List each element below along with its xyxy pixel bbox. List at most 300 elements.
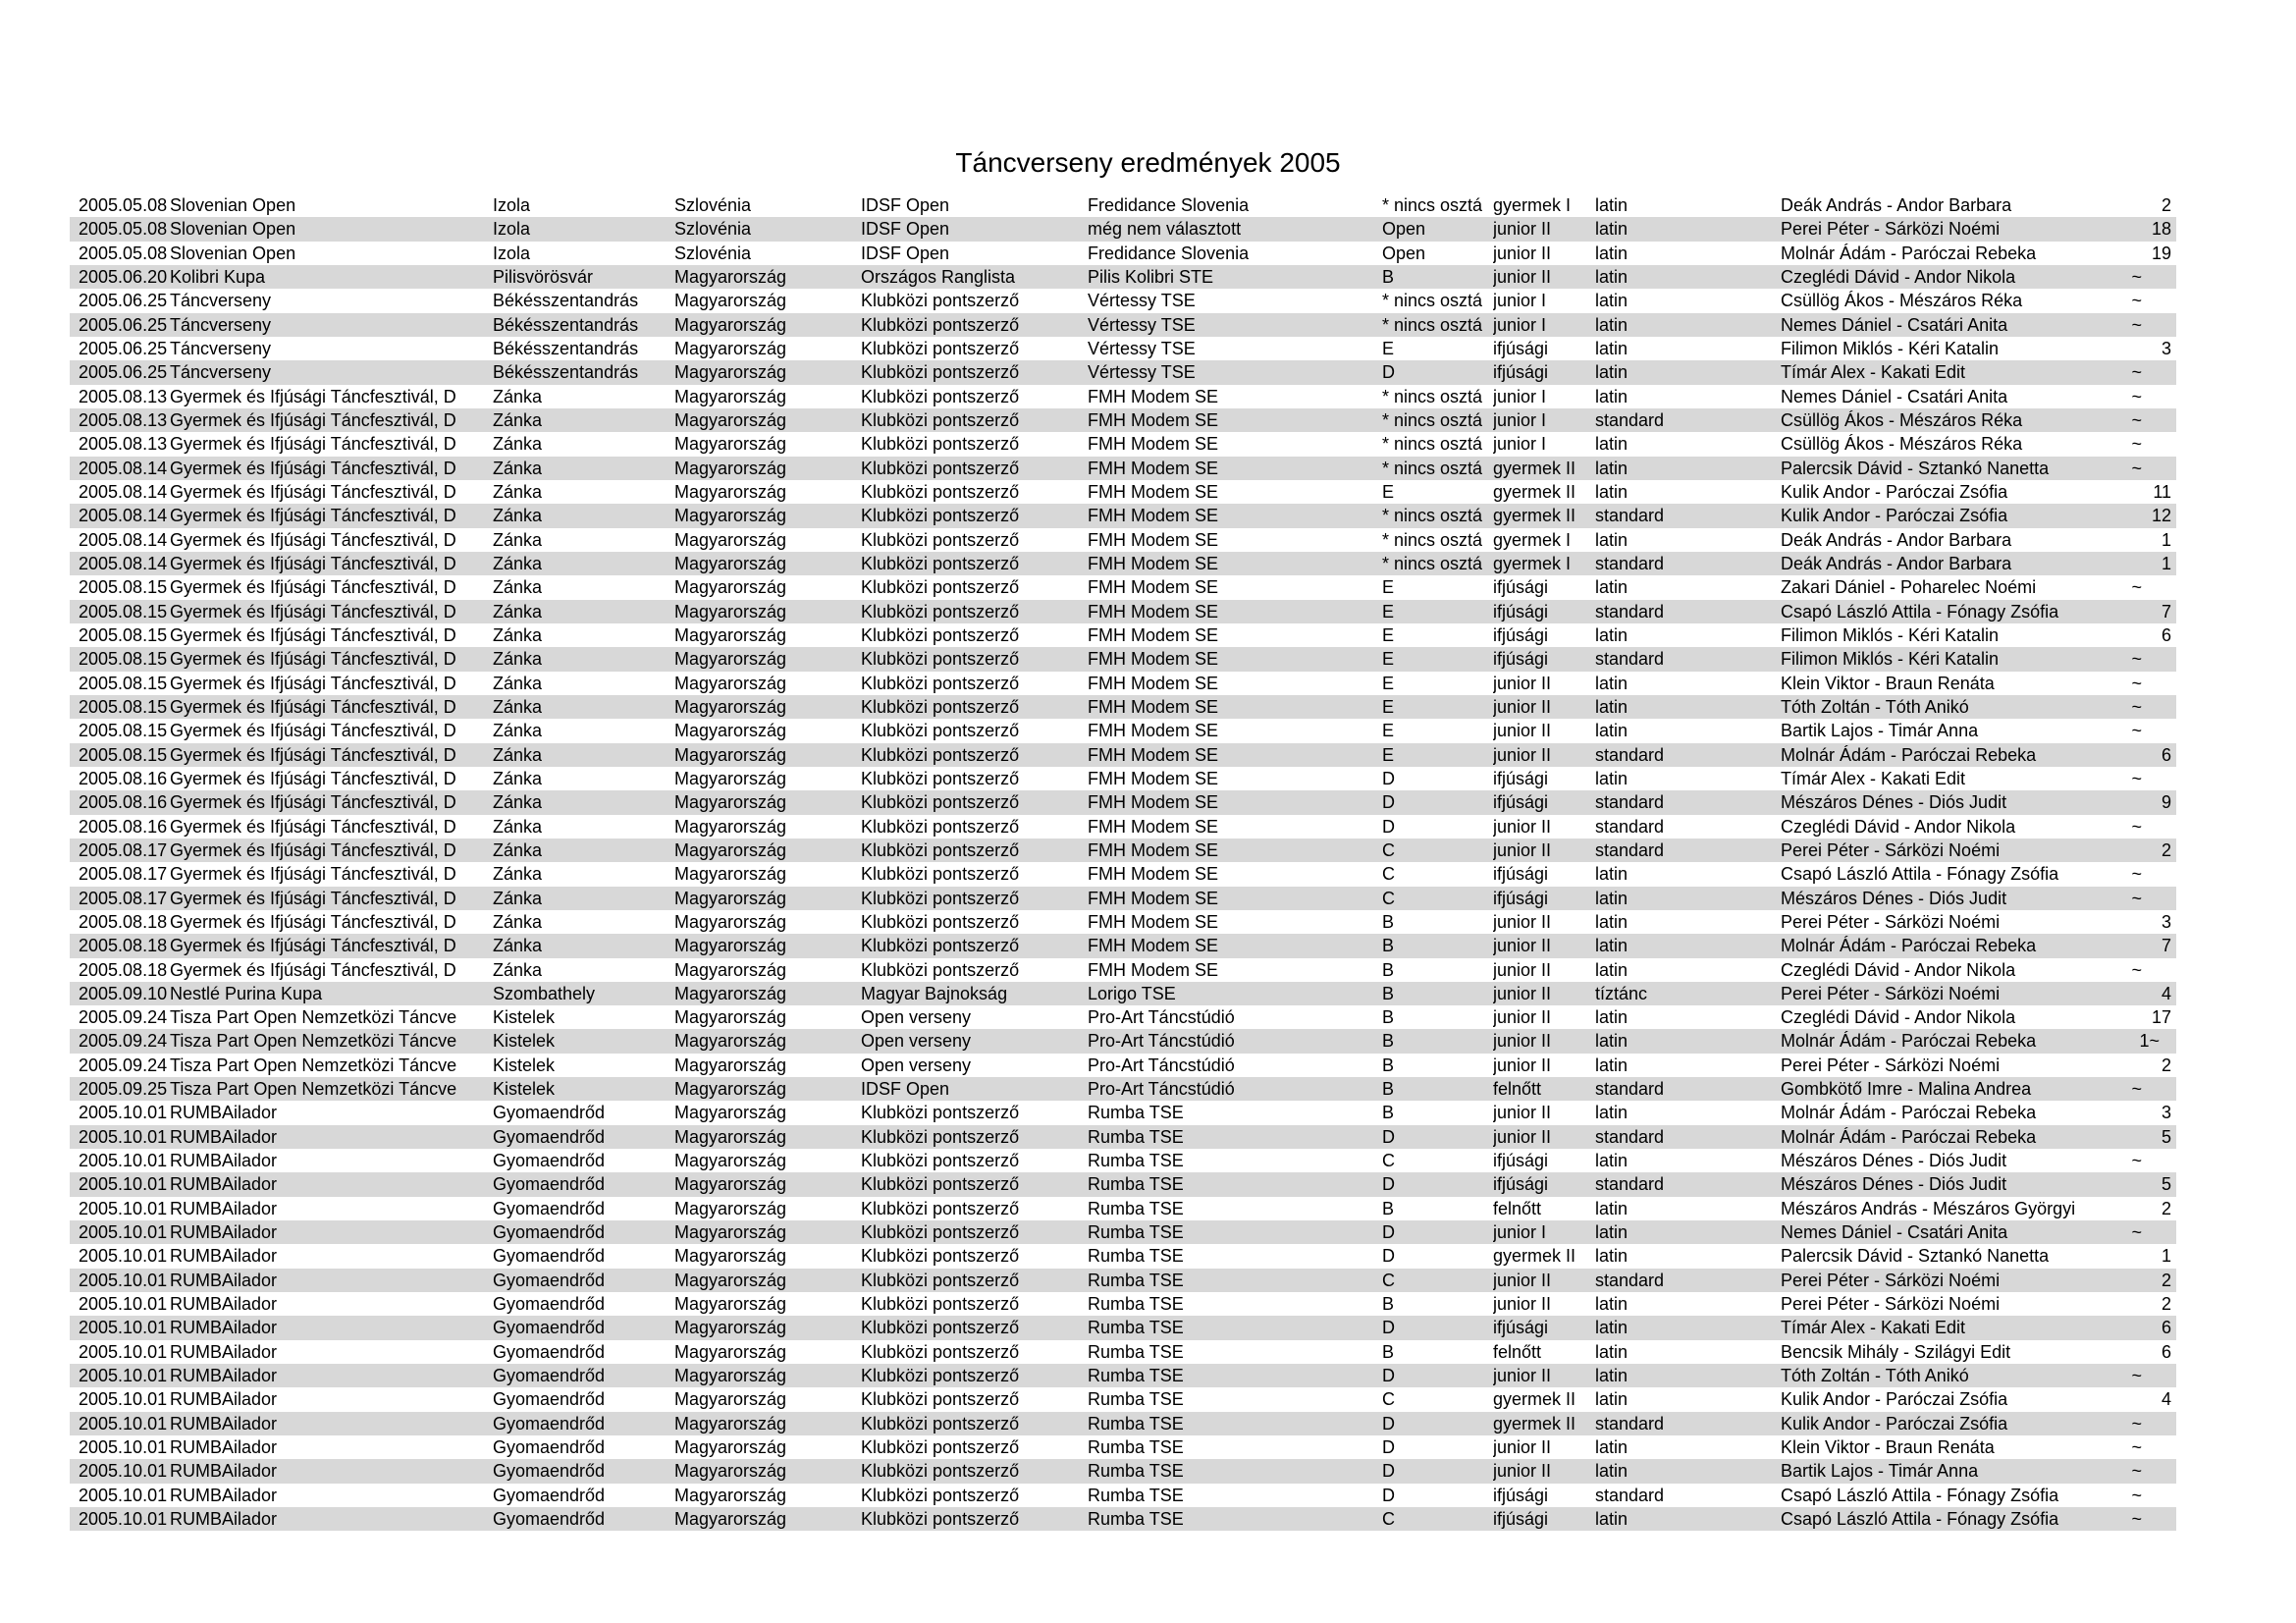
age-group-cell: ifjúsági <box>1493 1509 1549 1530</box>
age-group-cell: gyermek I <box>1493 553 1572 573</box>
age-group-cell: ifjúsági <box>1493 1485 1549 1505</box>
competition-type-cell: Klubközi pontszerző <box>861 409 1020 430</box>
organizer-cell: FMH Modem SE <box>1088 553 1219 573</box>
date-cell: 2005.10.01 <box>79 1341 168 1362</box>
competition-type-cell: Open verseny <box>861 1055 972 1075</box>
style-cell: latin <box>1595 481 1629 502</box>
age-group-cell: junior II <box>1493 1007 1552 1028</box>
placement-cell: ~ <box>2131 291 2142 311</box>
age-group-cell: junior I <box>1493 434 1547 455</box>
city-cell: Gyomaendrőd <box>493 1389 606 1410</box>
organizer-cell: FMH Modem SE <box>1088 601 1219 622</box>
competition-type-cell: Klubközi pontszerző <box>861 1341 1020 1362</box>
class-cell: * nincs osztá <box>1382 314 1483 335</box>
age-group-cell: junior I <box>1493 291 1547 311</box>
event-name-cell: Gyermek és Ifjúsági Táncfesztivál, D <box>170 529 456 550</box>
competition-type-cell: Klubközi pontszerző <box>861 816 1020 837</box>
table-row <box>70 672 2176 695</box>
organizer-cell: Pro-Art Táncstúdió <box>1088 1007 1235 1028</box>
organizer-cell: FMH Modem SE <box>1088 409 1219 430</box>
style-cell: latin <box>1595 673 1629 693</box>
organizer-cell: Rumba TSE <box>1088 1246 1184 1267</box>
date-cell: 2005.08.13 <box>79 409 168 430</box>
age-group-cell: junior II <box>1493 1437 1552 1458</box>
age-group-cell: junior II <box>1493 721 1552 741</box>
date-cell: 2005.08.16 <box>79 768 168 788</box>
event-name-cell: Gyermek és Ifjúsági Táncfesztivál, D <box>170 481 456 502</box>
competition-type-cell: Klubközi pontszerző <box>861 1318 1020 1338</box>
class-cell: B <box>1382 959 1395 980</box>
event-name-cell: RUMBAilador <box>170 1509 278 1530</box>
country-cell: Magyarország <box>674 481 787 502</box>
style-cell: standard <box>1595 1079 1665 1100</box>
placement-cell: 1 <box>2161 553 2171 573</box>
competition-type-cell: Klubközi pontszerző <box>861 553 1020 573</box>
couple-cell: Molnár Ádám - Paróczai Rebeka <box>1781 744 2037 765</box>
event-name-cell: Táncverseny <box>170 314 272 335</box>
age-group-cell: junior II <box>1493 1126 1552 1147</box>
organizer-cell: Rumba TSE <box>1088 1174 1184 1195</box>
date-cell: 2005.05.08 <box>79 219 168 240</box>
city-cell: Zánka <box>493 481 543 502</box>
age-group-cell: ifjúsági <box>1493 362 1549 383</box>
placement-cell: ~ <box>2131 1151 2142 1171</box>
date-cell: 2005.09.24 <box>79 1055 168 1075</box>
competition-type-cell: Klubközi pontszerző <box>861 1198 1020 1218</box>
age-group-cell: junior II <box>1493 959 1552 980</box>
event-name-cell: Gyermek és Ifjúsági Táncfesztivál, D <box>170 673 456 693</box>
placement-cell: 3 <box>2161 911 2171 932</box>
competition-type-cell: Klubközi pontszerző <box>861 577 1020 598</box>
style-cell: latin <box>1595 936 1629 956</box>
table-row <box>70 1149 2176 1172</box>
country-cell: Magyarország <box>674 1103 787 1123</box>
placement-cell: 5 <box>2161 1126 2171 1147</box>
class-cell: Open <box>1382 243 1426 263</box>
table-row <box>70 1077 2176 1101</box>
city-cell: Izola <box>493 243 531 263</box>
table-row <box>70 600 2176 623</box>
class-cell: C <box>1382 1270 1395 1290</box>
event-name-cell: Táncverseny <box>170 291 272 311</box>
style-cell: latin <box>1595 959 1629 980</box>
age-group-cell: gyermek II <box>1493 1413 1576 1434</box>
country-cell: Magyarország <box>674 386 787 406</box>
organizer-cell: Fredidance Slovenia <box>1088 195 1250 215</box>
city-cell: Zánka <box>493 409 543 430</box>
couple-cell: Kulik Andor - Paróczai Zsófia <box>1781 1389 2008 1410</box>
event-name-cell: Gyermek és Ifjúsági Táncfesztivál, D <box>170 768 456 788</box>
class-cell: E <box>1382 744 1395 765</box>
couple-cell: Kulik Andor - Paróczai Zsófia <box>1781 1413 2008 1434</box>
country-cell: Magyarország <box>674 409 787 430</box>
organizer-cell: Pro-Art Táncstúdió <box>1088 1055 1235 1075</box>
placement-cell: ~ <box>2131 816 2142 837</box>
couple-cell: Deák András - Andor Barbara <box>1781 195 2012 215</box>
class-cell: D <box>1382 768 1395 788</box>
style-cell: latin <box>1595 219 1629 240</box>
class-cell: D <box>1382 792 1395 813</box>
competition-type-cell: Klubközi pontszerző <box>861 481 1020 502</box>
style-cell: latin <box>1595 291 1629 311</box>
class-cell: * nincs osztá <box>1382 409 1483 430</box>
country-cell: Magyarország <box>674 1246 787 1267</box>
event-name-cell: Gyermek és Ifjúsági Táncfesztivál, D <box>170 434 456 455</box>
date-cell: 2005.10.01 <box>79 1485 168 1505</box>
couple-cell: Mészáros Dénes - Diós Judit <box>1781 888 2007 908</box>
couple-cell: Perei Péter - Sárközi Noémi <box>1781 1055 2001 1075</box>
country-cell: Magyarország <box>674 362 787 383</box>
age-group-cell: ifjúsági <box>1493 1174 1549 1195</box>
table-row <box>70 242 2176 265</box>
organizer-cell: FMH Modem SE <box>1088 481 1219 502</box>
city-cell: Gyomaendrőd <box>493 1246 606 1267</box>
date-cell: 2005.10.01 <box>79 1198 168 1218</box>
competition-type-cell: Klubközi pontszerző <box>861 601 1020 622</box>
age-group-cell: ifjúsági <box>1493 792 1549 813</box>
couple-cell: Csüllög Ákos - Mészáros Réka <box>1781 291 2023 311</box>
city-cell: Békésszentandrás <box>493 314 639 335</box>
class-cell: D <box>1382 1461 1395 1482</box>
city-cell: Zánka <box>493 506 543 526</box>
placement-cell: 9 <box>2161 792 2171 813</box>
city-cell: Zánka <box>493 888 543 908</box>
table-row <box>70 457 2176 480</box>
style-cell: standard <box>1595 409 1665 430</box>
class-cell: B <box>1382 1055 1395 1075</box>
age-group-cell: ifjúsági <box>1493 624 1549 645</box>
table-row <box>70 1269 2176 1292</box>
organizer-cell: Rumba TSE <box>1088 1485 1184 1505</box>
table-row <box>70 289 2176 312</box>
table-row <box>70 1197 2176 1220</box>
style-cell: standard <box>1595 1485 1665 1505</box>
results-table <box>70 193 2176 1531</box>
placement-cell: ~ <box>2131 458 2142 478</box>
date-cell: 2005.06.25 <box>79 362 168 383</box>
class-cell: B <box>1382 266 1395 287</box>
age-group-cell: junior II <box>1493 1366 1552 1386</box>
organizer-cell: FMH Modem SE <box>1088 529 1219 550</box>
placement-cell: ~ <box>2131 959 2142 980</box>
competition-type-cell: Klubközi pontszerző <box>861 529 1020 550</box>
age-group-cell: ifjúsági <box>1493 649 1549 670</box>
style-cell: latin <box>1595 1151 1629 1171</box>
country-cell: Magyarország <box>674 792 787 813</box>
couple-cell: Molnár Ádám - Paróczai Rebeka <box>1781 1103 2037 1123</box>
event-name-cell: Tisza Part Open Nemzetközi Táncve <box>170 1031 457 1052</box>
age-group-cell: junior I <box>1493 386 1547 406</box>
table-row <box>70 1387 2176 1411</box>
age-group-cell: ifjúsági <box>1493 864 1549 885</box>
placement-cell: 6 <box>2161 1318 2171 1338</box>
table-row <box>70 1292 2176 1316</box>
event-name-cell: Tisza Part Open Nemzetközi Táncve <box>170 1007 457 1028</box>
age-group-cell: junior II <box>1493 1294 1552 1315</box>
age-group-cell: ifjúsági <box>1493 1151 1549 1171</box>
event-name-cell: RUMBAilador <box>170 1103 278 1123</box>
competition-type-cell: Klubközi pontszerző <box>861 744 1020 765</box>
placement-cell: 5 <box>2161 1174 2171 1195</box>
organizer-cell: FMH Modem SE <box>1088 673 1219 693</box>
event-name-cell: Gyermek és Ifjúsági Táncfesztivál, D <box>170 744 456 765</box>
age-group-cell: gyermek I <box>1493 529 1572 550</box>
organizer-cell: FMH Modem SE <box>1088 624 1219 645</box>
placement-cell: ~ <box>2131 768 2142 788</box>
organizer-cell: Rumba TSE <box>1088 1222 1184 1243</box>
class-cell: C <box>1382 1389 1395 1410</box>
style-cell: latin <box>1595 266 1629 287</box>
country-cell: Magyarország <box>674 864 787 885</box>
couple-cell: Csüllög Ákos - Mészáros Réka <box>1781 409 2023 430</box>
organizer-cell: FMH Modem SE <box>1088 506 1219 526</box>
event-name-cell: RUMBAilador <box>170 1294 278 1315</box>
event-name-cell: Gyermek és Ifjúsági Táncfesztivál, D <box>170 888 456 908</box>
table-row <box>70 552 2176 575</box>
couple-cell: Perei Péter - Sárközi Noémi <box>1781 1294 2001 1315</box>
event-name-cell: Gyermek és Ifjúsági Táncfesztivál, D <box>170 409 456 430</box>
style-cell: standard <box>1595 744 1665 765</box>
event-name-cell: RUMBAilador <box>170 1270 278 1290</box>
organizer-cell: Vértessy TSE <box>1088 291 1196 311</box>
competition-type-cell: Klubközi pontszerző <box>861 1270 1020 1290</box>
class-cell: B <box>1382 1294 1395 1315</box>
city-cell: Gyomaendrőd <box>493 1366 606 1386</box>
city-cell: Zánka <box>493 792 543 813</box>
table-row <box>70 504 2176 527</box>
organizer-cell: FMH Modem SE <box>1088 721 1219 741</box>
class-cell: * nincs osztá <box>1382 291 1483 311</box>
couple-cell: Molnár Ádám - Paróczai Rebeka <box>1781 1126 2037 1147</box>
date-cell: 2005.08.17 <box>79 888 168 908</box>
age-group-cell: junior II <box>1493 1103 1552 1123</box>
event-name-cell: Gyermek és Ifjúsági Táncfesztivál, D <box>170 959 456 980</box>
competition-type-cell: IDSF Open <box>861 219 950 240</box>
city-cell: Gyomaendrőd <box>493 1509 606 1530</box>
class-cell: B <box>1382 1031 1395 1052</box>
couple-cell: Palercsik Dávid - Sztankó Nanetta <box>1781 458 2050 478</box>
placement-cell: ~ <box>2131 409 2142 430</box>
event-name-cell: RUMBAilador <box>170 1389 278 1410</box>
city-cell: Gyomaendrőd <box>493 1222 606 1243</box>
event-name-cell: Gyermek és Ifjúsági Táncfesztivál, D <box>170 577 456 598</box>
competition-type-cell: Klubközi pontszerző <box>861 839 1020 860</box>
class-cell: C <box>1382 839 1395 860</box>
class-cell: E <box>1382 673 1395 693</box>
event-name-cell: Táncverseny <box>170 362 272 383</box>
date-cell: 2005.08.16 <box>79 816 168 837</box>
table-row <box>70 647 2176 671</box>
event-name-cell: Gyermek és Ifjúsági Táncfesztivál, D <box>170 696 456 717</box>
city-cell: Zánka <box>493 386 543 406</box>
date-cell: 2005.08.13 <box>79 386 168 406</box>
date-cell: 2005.09.24 <box>79 1007 168 1028</box>
placement-cell: 4 <box>2161 1389 2171 1410</box>
country-cell: Magyarország <box>674 1437 787 1458</box>
table-row <box>70 1172 2176 1196</box>
city-cell: Gyomaendrőd <box>493 1103 606 1123</box>
event-name-cell: Gyermek és Ifjúsági Táncfesztivál, D <box>170 911 456 932</box>
couple-cell: Csüllög Ákos - Mészáros Réka <box>1781 434 2023 455</box>
organizer-cell: FMH Modem SE <box>1088 864 1219 885</box>
organizer-cell: FMH Modem SE <box>1088 696 1219 717</box>
style-cell: latin <box>1595 1389 1629 1410</box>
organizer-cell: Rumba TSE <box>1088 1103 1184 1123</box>
date-cell: 2005.08.17 <box>79 864 168 885</box>
couple-cell: Kulik Andor - Paróczai Zsófia <box>1781 506 2008 526</box>
style-cell: latin <box>1595 1437 1629 1458</box>
couple-cell: Csapó László Attila - Fónagy Zsófia <box>1781 1485 2059 1505</box>
organizer-cell: Rumba TSE <box>1088 1509 1184 1530</box>
couple-cell: Mészáros András - Mészáros Györgyi <box>1781 1198 2076 1218</box>
class-cell: D <box>1382 1485 1395 1505</box>
table-row <box>70 1412 2176 1435</box>
style-cell: latin <box>1595 386 1629 406</box>
city-cell: Zánka <box>493 577 543 598</box>
couple-cell: Mészáros Dénes - Diós Judit <box>1781 1174 2007 1195</box>
competition-type-cell: Open verseny <box>861 1031 972 1052</box>
age-group-cell: felnőtt <box>1493 1341 1542 1362</box>
country-cell: Szlovénia <box>674 243 752 263</box>
date-cell: 2005.10.01 <box>79 1389 168 1410</box>
event-name-cell: Slovenian Open <box>170 243 296 263</box>
competition-type-cell: Klubközi pontszerző <box>861 1389 1020 1410</box>
style-cell: latin <box>1595 1007 1629 1028</box>
city-cell: Zánka <box>493 673 543 693</box>
class-cell: D <box>1382 1174 1395 1195</box>
competition-type-cell: Klubközi pontszerző <box>861 434 1020 455</box>
competition-type-cell: Klubközi pontszerző <box>861 1222 1020 1243</box>
competition-type-cell: Klubközi pontszerző <box>861 1126 1020 1147</box>
event-name-cell: Gyermek és Ifjúsági Táncfesztivál, D <box>170 506 456 526</box>
style-cell: standard <box>1595 816 1665 837</box>
date-cell: 2005.10.01 <box>79 1437 168 1458</box>
competition-type-cell: Magyar Bajnokság <box>861 983 1008 1003</box>
date-cell: 2005.10.01 <box>79 1270 168 1290</box>
country-cell: Magyarország <box>674 1174 787 1195</box>
age-group-cell: ifjúsági <box>1493 768 1549 788</box>
competition-type-cell: Klubközi pontszerző <box>861 362 1020 383</box>
couple-cell: Perei Péter - Sárközi Noémi <box>1781 983 2001 1003</box>
organizer-cell: Rumba TSE <box>1088 1294 1184 1315</box>
date-cell: 2005.08.18 <box>79 911 168 932</box>
table-row <box>70 385 2176 408</box>
couple-cell: Nemes Dániel - Csatári Anita <box>1781 1222 2008 1243</box>
table-row <box>70 1054 2176 1077</box>
date-cell: 2005.10.01 <box>79 1126 168 1147</box>
competition-type-cell: Klubközi pontszerző <box>861 386 1020 406</box>
country-cell: Magyarország <box>674 696 787 717</box>
country-cell: Magyarország <box>674 649 787 670</box>
style-cell: latin <box>1595 721 1629 741</box>
table-row <box>70 623 2176 647</box>
table-row <box>70 1435 2176 1459</box>
date-cell: 2005.10.01 <box>79 1174 168 1195</box>
organizer-cell: FMH Modem SE <box>1088 577 1219 598</box>
class-cell: D <box>1382 362 1395 383</box>
city-cell: Zánka <box>493 696 543 717</box>
couple-cell: Klein Viktor - Braun Renáta <box>1781 673 1995 693</box>
city-cell: Zánka <box>493 721 543 741</box>
age-group-cell: ifjúsági <box>1493 577 1549 598</box>
table-row <box>70 719 2176 742</box>
style-cell: latin <box>1595 243 1629 263</box>
city-cell: Zánka <box>493 911 543 932</box>
competition-type-cell: IDSF Open <box>861 195 950 215</box>
competition-type-cell: Klubközi pontszerző <box>861 458 1020 478</box>
table-row <box>70 1029 2176 1053</box>
country-cell: Magyarország <box>674 1318 787 1338</box>
class-cell: B <box>1382 1103 1395 1123</box>
style-cell: standard <box>1595 1126 1665 1147</box>
competition-type-cell: Klubközi pontszerző <box>861 864 1020 885</box>
couple-cell: Mészáros Dénes - Diós Judit <box>1781 792 2007 813</box>
city-cell: Zánka <box>493 744 543 765</box>
class-cell: C <box>1382 888 1395 908</box>
country-cell: Szlovénia <box>674 195 752 215</box>
organizer-cell: Rumba TSE <box>1088 1366 1184 1386</box>
competition-type-cell: Klubközi pontszerző <box>861 936 1020 956</box>
placement-cell: ~ <box>2131 1222 2142 1243</box>
city-cell: Gyomaendrőd <box>493 1294 606 1315</box>
placement-cell: ~ <box>2131 266 2142 287</box>
event-name-cell: Gyermek és Ifjúsági Táncfesztivál, D <box>170 601 456 622</box>
event-name-cell: RUMBAilador <box>170 1341 278 1362</box>
class-cell: E <box>1382 721 1395 741</box>
date-cell: 2005.10.01 <box>79 1151 168 1171</box>
class-cell: * nincs osztá <box>1382 458 1483 478</box>
city-cell: Békésszentandrás <box>493 291 639 311</box>
date-cell: 2005.10.01 <box>79 1222 168 1243</box>
class-cell: D <box>1382 1437 1395 1458</box>
organizer-cell: FMH Modem SE <box>1088 649 1219 670</box>
style-cell: standard <box>1595 1174 1665 1195</box>
country-cell: Magyarország <box>674 577 787 598</box>
competition-type-cell: Klubközi pontszerző <box>861 888 1020 908</box>
competition-type-cell: Klubközi pontszerző <box>861 338 1020 358</box>
couple-cell: Filimon Miklós - Kéri Katalin <box>1781 624 2000 645</box>
competition-type-cell: Klubközi pontszerző <box>861 1151 1020 1171</box>
country-cell: Magyarország <box>674 458 787 478</box>
age-group-cell: junior II <box>1493 983 1552 1003</box>
placement-cell: 1 <box>2161 529 2171 550</box>
event-name-cell: RUMBAilador <box>170 1461 278 1482</box>
style-cell: standard <box>1595 1270 1665 1290</box>
placement-cell: 3 <box>2161 338 2171 358</box>
city-cell: Békésszentandrás <box>493 338 639 358</box>
country-cell: Magyarország <box>674 624 787 645</box>
style-cell: latin <box>1595 1366 1629 1386</box>
style-cell: latin <box>1595 624 1629 645</box>
couple-cell: Molnár Ádám - Paróczai Rebeka <box>1781 243 2037 263</box>
country-cell: Magyarország <box>674 1294 787 1315</box>
placement-cell: 1~ <box>2139 1031 2160 1052</box>
table-row <box>70 313 2176 337</box>
competition-type-cell: Klubközi pontszerző <box>861 1485 1020 1505</box>
competition-type-cell: Klubközi pontszerző <box>861 1437 1020 1458</box>
couple-cell: Tímár Alex - Kakati Edit <box>1781 768 1966 788</box>
date-cell: 2005.06.25 <box>79 338 168 358</box>
organizer-cell: még nem választott <box>1088 219 1242 240</box>
city-cell: Gyomaendrőd <box>493 1341 606 1362</box>
city-cell: Zánka <box>493 864 543 885</box>
city-cell: Zánka <box>493 458 543 478</box>
age-group-cell: junior I <box>1493 1222 1547 1243</box>
table-row <box>70 1005 2176 1029</box>
competition-type-cell: Klubközi pontszerző <box>861 696 1020 717</box>
couple-cell: Gombkötő Imre - Malina Andrea <box>1781 1079 2032 1100</box>
class-cell: B <box>1382 911 1395 932</box>
